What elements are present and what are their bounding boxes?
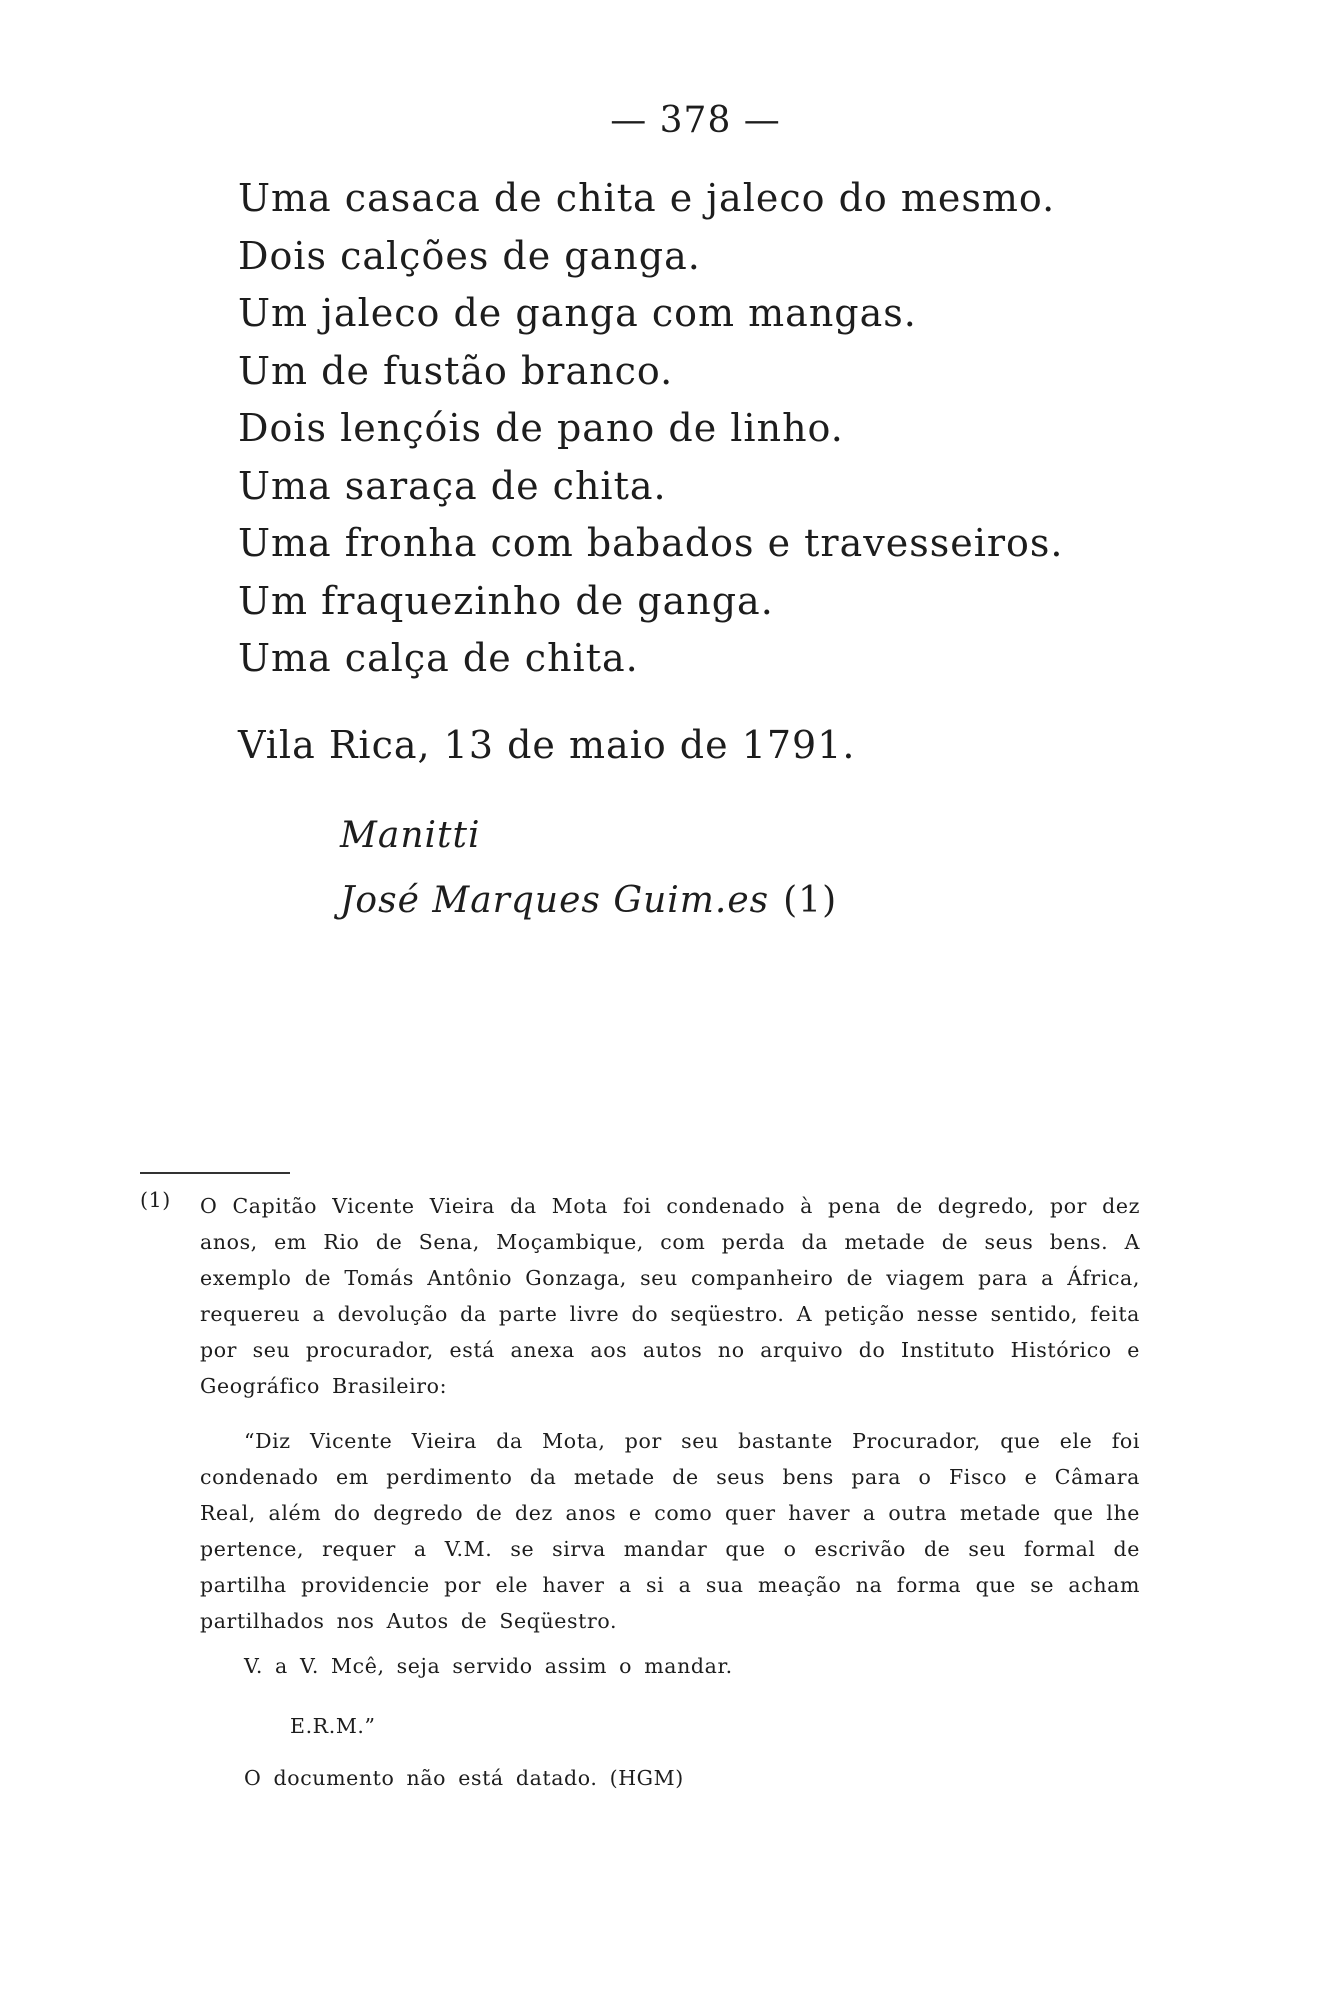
petition-signoff: E.R.M.” xyxy=(290,1714,376,1738)
petition-paragraph xyxy=(200,1423,1140,1639)
inventory-list xyxy=(238,170,1063,688)
inventory-item: Uma calça de chita. xyxy=(238,636,639,680)
inventory-item: Uma casaca de chita e jaleco do mesmo. xyxy=(238,176,1056,220)
signature-manitti: Manitti xyxy=(340,815,481,856)
footnote-paragraph: O Capitão Vicente Vieira da Mota foi condenado à pena de degredo, por dez anos, em Rio de Sena, Moçambique, com perda da metade de seus bens. A exemplo de Tomás Antônio Gonzaga, seu companheiro de viagem para a África, requereu a devolução da parte livre do seqüestro. A petição nesse sentido, feita por seu procurador, está anexa aos autos no arquivo do Instituto Histórico e Geográfico Brasileiro: xyxy=(200,1194,1140,1398)
place-date: Vila Rica, 13 de maio de 1791. xyxy=(238,723,856,767)
inventory-item: Um fraquezinho de ganga. xyxy=(238,578,774,623)
inventory-item: Dois calções de ganga. xyxy=(238,233,701,278)
inventory-item: Uma fronha com babados e travesseiros. xyxy=(238,521,1064,565)
page-number: — 378 — xyxy=(610,100,781,141)
inventory-item: Um de fustão branco. xyxy=(238,348,674,393)
inventory-item: Dois lençóis de pano de linho. xyxy=(238,406,844,450)
petition-text: “Diz Vicente Vieira da Mota, por seu bastante Procurador, que ele foi condenado em perdimento da metade de seus bens para o Fisco e Câmara Real, além do degredo de dez anos e como quer haver a outra metade que lhe pertence, requer a V.M. se sirva mandar que o escrivão de seu formal de partilha providencie por ele haver a si a sua meação na forma que se acham partilhados nos Autos de Seqüestro. xyxy=(200,1429,1140,1633)
footnote-marker: (1) xyxy=(140,1188,171,1212)
petition-closing: V. a V. Mcê, seja servido assim o mandar. xyxy=(244,1654,733,1678)
signature-jose-marques xyxy=(340,880,837,921)
signature-name: José Marques Guim.es xyxy=(340,880,770,921)
footnote-divider xyxy=(140,1172,290,1174)
footnote-reference: (1) xyxy=(783,880,838,921)
inventory-item: Um jaleco de ganga com mangas. xyxy=(238,291,917,335)
inventory-item: Uma saraça de chita. xyxy=(238,463,667,508)
footnote-note: O documento não está datado. (HGM) xyxy=(244,1766,684,1790)
